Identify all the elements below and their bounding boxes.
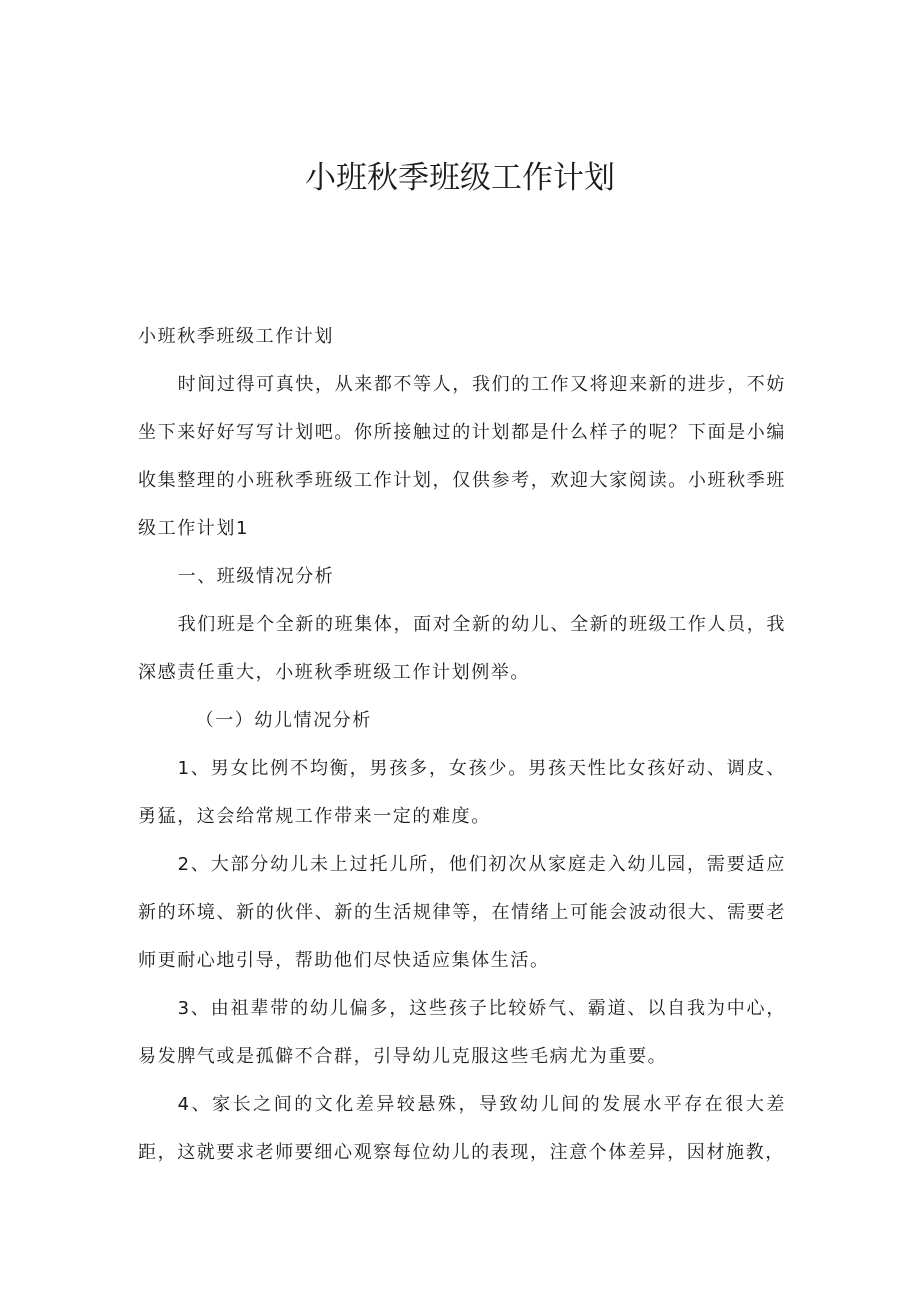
- section-paragraph-class-analysis: 我们班是个全新的班集体，面对全新的幼儿、全新的班级工作人员，我深感责任重大，小班秋季班级工作计划例举。: [138, 614, 786, 683]
- list-item-4: 4、家长之间的文化差异较悬殊，导致幼儿间的发展水平存在很大差距，这就要求老师要细心观察每位幼儿的表现，注意个体差异，因材施教，: [138, 1094, 786, 1163]
- intro-paragraph: 时间过得可真快，从来都不等人，我们的工作又将迎来新的进步，不妨坐下来好好写写计划吧。你所接触过的计划都是什么样子的呢？下面是小编收集整理的小班秋季班级工作计划，仅供参考，欢迎大家阅读。小班秋季班级工作计划1: [138, 374, 786, 539]
- list-item-3: 3、由祖辈带的幼儿偏多，这些孩子比较娇气、霸道、以自我为中心，易发脾气或是孤僻不合群，引导幼儿克服这些毛病尤为重要。: [138, 998, 786, 1067]
- list-item-1: 1、男女比例不均衡，男孩多，女孩少。男孩天性比女孩好动、调皮、勇猛，这会给常规工作带来一定的难度。: [138, 758, 786, 827]
- document-body: [138, 313, 786, 1177]
- list-item-2: 2、大部分幼儿未上过托儿所，他们初次从家庭走入幼儿园，需要适应新的环境、新的伙伴、新的生活规律等，在情绪上可能会波动很大、需要老师更耐心地引导，帮助他们尽快适应集体生活。: [138, 854, 786, 971]
- document-title: 小班秋季班级工作计划: [305, 160, 615, 196]
- section-heading-class-analysis: 一、班级情况分析: [177, 566, 335, 587]
- document-subtitle: 小班秋季班级工作计划: [138, 326, 334, 347]
- subsection-heading-child-analysis: （一）幼儿情况分析: [195, 710, 372, 731]
